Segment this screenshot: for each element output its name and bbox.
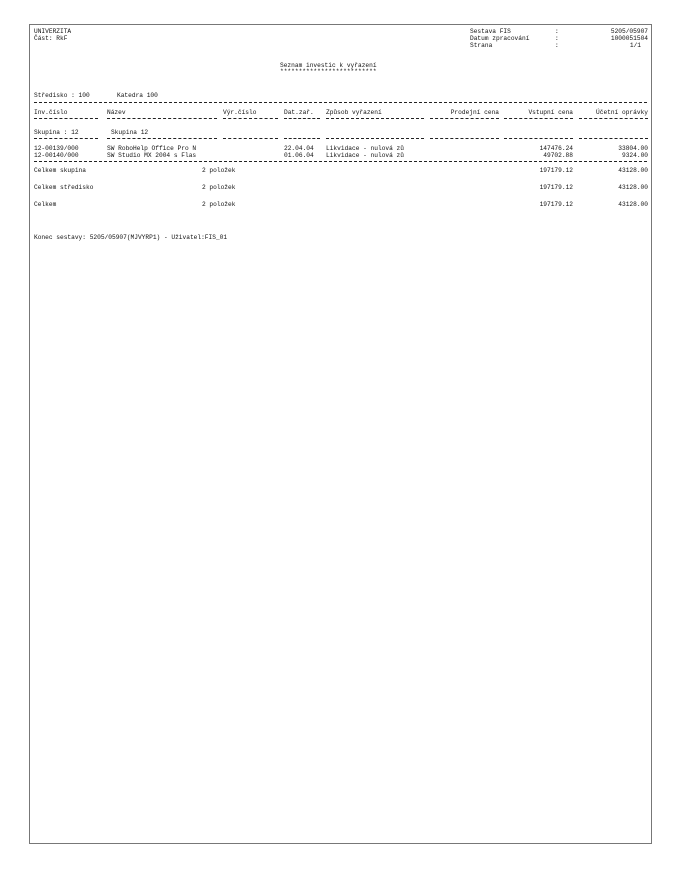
divider [223, 118, 278, 119]
row-inv-number: 12-00139/000 [34, 145, 79, 152]
total-overall-adjust: 43128.00 [618, 201, 648, 208]
col-name: Název [107, 109, 126, 116]
divider [579, 118, 648, 119]
divider [326, 138, 424, 139]
divider [223, 138, 278, 139]
divider [579, 138, 648, 139]
divider [34, 138, 98, 139]
col-sale-price: Prodejní cena [450, 109, 499, 116]
divider [430, 118, 499, 119]
total-group-adjust: 43128.00 [618, 167, 648, 174]
row-date: 01.06.04 [284, 152, 314, 159]
university-name: UNIVERZITA [34, 28, 72, 35]
total-overall-count: 2 položek [202, 201, 236, 208]
divider [107, 118, 217, 119]
total-center-entry: 197179.12 [539, 184, 573, 191]
center-filter: Středisko : 100 [34, 92, 90, 99]
divider [34, 102, 647, 103]
divider [430, 138, 499, 139]
total-center-count: 2 položek [202, 184, 236, 191]
row-name: SW Studio MX 2004 s Flas [107, 152, 197, 159]
page-colon: : [555, 42, 559, 49]
divider [504, 118, 573, 119]
report-value: 5205/05907 [610, 28, 648, 35]
date-colon: : [555, 35, 559, 42]
row-name: SW RoboHelp Office Pro N [107, 145, 197, 152]
page-label: Strana [470, 42, 493, 49]
report-footer: Konec sestavy: 5205/05907(MJVYRP1) - Uživatel:FIS_01 [34, 234, 228, 241]
total-center-label: Celkem středisko [34, 184, 94, 191]
row-method: Likvidace - nulová zů [326, 145, 404, 152]
date-value: 1000051504 [610, 35, 648, 42]
col-prod-number: Výr.číslo [223, 109, 257, 116]
report-title-underline: ************************** [280, 68, 377, 75]
divider [34, 161, 647, 162]
total-group-label: Celkem skupina [34, 167, 86, 174]
divider [284, 118, 320, 119]
total-group-entry: 197179.12 [539, 167, 573, 174]
total-center-adjust: 43128.00 [618, 184, 648, 191]
divider [107, 138, 217, 139]
page-value: 1/1 [629, 42, 641, 49]
total-overall-entry: 197179.12 [539, 201, 573, 208]
group-label: Skupina : 12 [34, 129, 79, 136]
divider [326, 118, 424, 119]
divider [34, 118, 98, 119]
row-date: 22.04.04 [284, 145, 314, 152]
group-name: Skupina 12 [111, 129, 149, 136]
col-adjustments: Účetní oprávky [596, 109, 648, 116]
row-entry-price: 147476.24 [539, 145, 573, 152]
col-method: Způsob vyřazení [326, 109, 382, 116]
total-overall-label: Celkem [34, 201, 57, 208]
divider [504, 138, 573, 139]
row-entry-price: 49702.88 [543, 152, 573, 159]
total-group-count: 2 položek [202, 167, 236, 174]
report-colon: : [555, 28, 559, 35]
row-method: Likvidace - nulová zů [326, 152, 404, 159]
report-label: Sestava FIS [470, 28, 511, 35]
divider [284, 138, 320, 139]
report-page [29, 24, 652, 844]
col-entry-price: Vstupní cena [528, 109, 573, 116]
col-date: Dat.zař. [284, 109, 314, 116]
date-label: Datum zpracování [470, 35, 530, 42]
department-filter: Katedra 100 [117, 92, 158, 99]
report-title: Seznam investic k vyřazení [280, 62, 377, 69]
col-inv-number: Inv.číslo [34, 109, 68, 116]
part-label: Část: RkF [34, 35, 68, 42]
row-adjustments: 33804.00 [618, 145, 648, 152]
row-adjustments: 9324.00 [622, 152, 648, 159]
row-inv-number: 12-00140/000 [34, 152, 79, 159]
